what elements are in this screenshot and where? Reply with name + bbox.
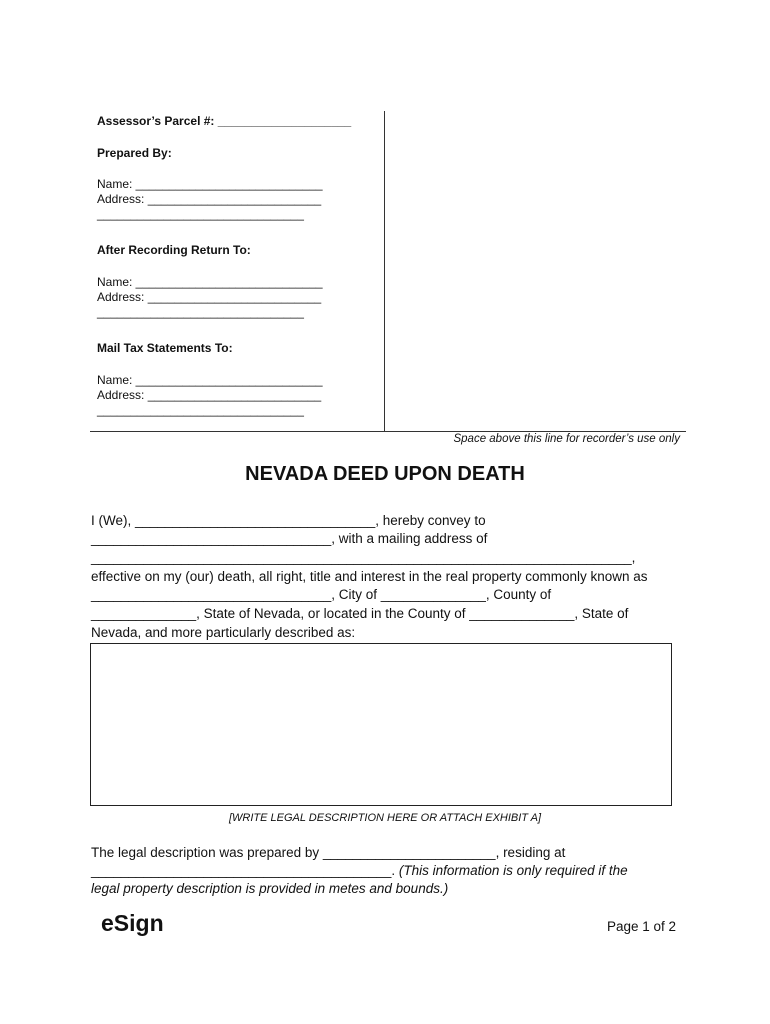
return-to-address: Address: __________________________ — [97, 290, 322, 304]
body-line-5: ________________________________, City of ______________, County of — [91, 587, 552, 602]
body-line-7: Nevada, and more particularly described as: — [91, 625, 356, 640]
body-line-6: ______________, State of Nevada, or located in the County of ______________, State of — [91, 606, 629, 621]
return-to-name: Name: ____________________________ — [97, 275, 323, 289]
prepared-by-address-extra: _______________________________ — [97, 207, 304, 221]
tax-statements-name: Name: ____________________________ — [97, 373, 323, 387]
prepared-line-2-blank: ________________________________________. — [91, 863, 399, 878]
tax-statements-heading: Mail Tax Statements To: — [97, 341, 233, 355]
body-line-2: ________________________________, with a mailing address of — [91, 531, 488, 546]
prepared-by-address: Address: __________________________ — [97, 192, 322, 206]
legal-description-caption: [WRITE LEGAL DESCRIPTION HERE OR ATTACH EXHIBIT A] — [228, 812, 542, 824]
return-to-heading: After Recording Return To: — [97, 243, 251, 257]
recorder-divider-line — [90, 431, 686, 432]
recorder-note: Space above this line for recorder’s use only — [453, 433, 680, 445]
tax-statements-address: Address: __________________________ — [97, 388, 322, 402]
document-title: NEVADA DEED UPON DEATH — [245, 463, 525, 485]
body-line-1: I (We), ________________________________, hereby convey to — [91, 513, 486, 528]
prepared-line-2-note: (This information is only required if the — [398, 863, 628, 878]
legal-description-box[interactable] — [90, 643, 672, 806]
return-to-address-extra: _______________________________ — [97, 305, 304, 319]
esign-logo: eSign — [101, 910, 164, 936]
header-vertical-divider — [384, 111, 385, 431]
prepared-line-1: The legal description was prepared by _______________________, residing at — [91, 845, 566, 860]
body-line-3: ________________________________________________________________________, — [91, 550, 636, 565]
prepared-line-2 — [91, 862, 628, 880]
prepared-by-name: Name: ____________________________ — [97, 177, 323, 191]
parcel-number-line: Assessor’s Parcel #: ____________________ — [97, 114, 352, 128]
prepared-line-3: legal property description is provided in metes and bounds.) — [91, 881, 449, 896]
tax-statements-address-extra: _______________________________ — [97, 403, 304, 417]
body-line-4: effective on my (our) death, all right, title and interest in the real property commonly known as — [91, 569, 648, 584]
page-number: Page 1 of 2 — [606, 919, 676, 934]
prepared-by-heading: Prepared By: — [97, 146, 172, 160]
